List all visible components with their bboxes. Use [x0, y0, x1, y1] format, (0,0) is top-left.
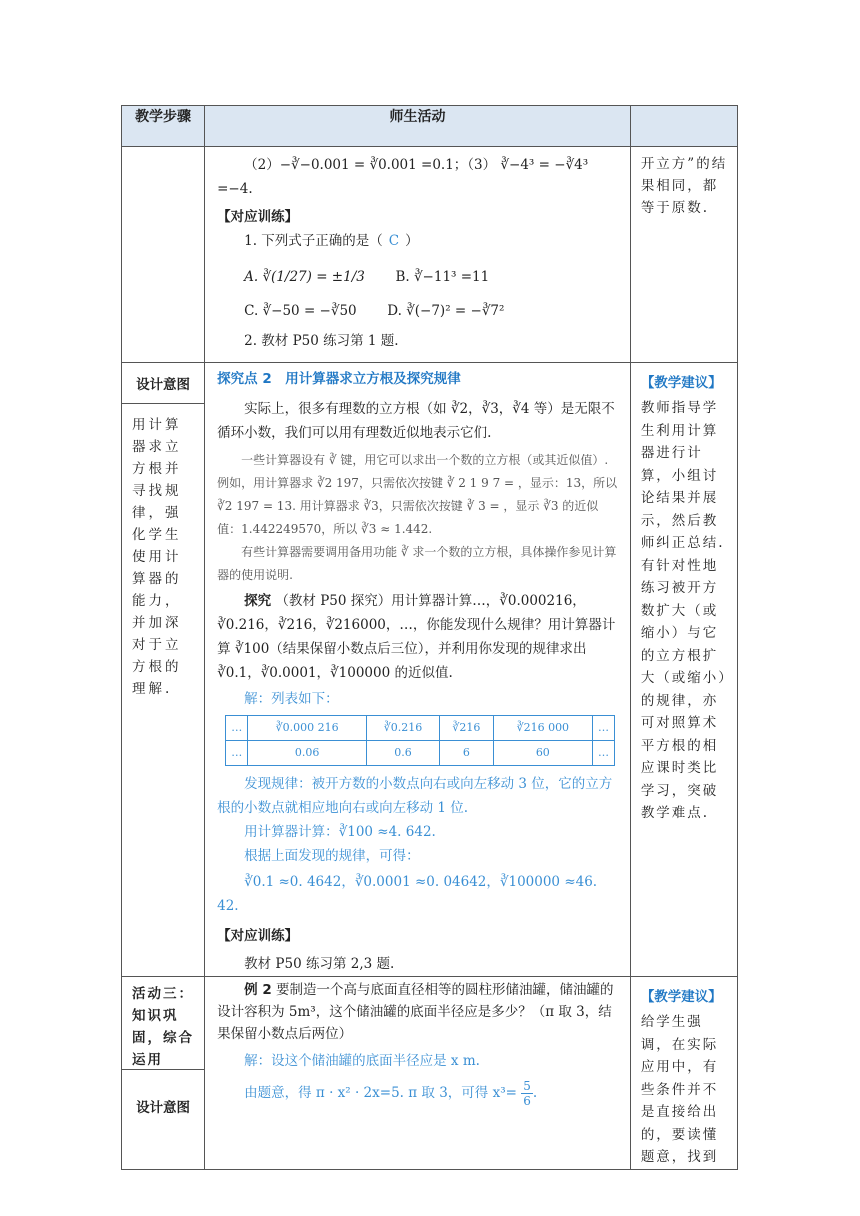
- question-1-text: 1. 下列式子正确的是（: [244, 233, 383, 249]
- row1-label: [122, 147, 205, 363]
- formula-line: （2）−∛−0.001 = ∛0.001 =0.1；（3） ∛−4³ = −∛4³ =−4.: [217, 157, 589, 197]
- option-a: A. ∛(1/27) = ±1/3: [244, 269, 365, 285]
- option-c: C. ∛−50 = −∛50: [244, 303, 357, 319]
- example-label: 例 2: [244, 982, 272, 998]
- row3-side: [630, 977, 737, 1170]
- row2-side: [630, 363, 737, 977]
- intro-paragraph: 实际上，很多有理数的立方根（如 ∛2，∛3，∛4 等）是无限不循环小数，我们可以用有理数近似地表示它们.: [217, 401, 615, 441]
- header-notes: [630, 106, 737, 147]
- table-cell: ∛0.216: [366, 716, 439, 741]
- header-steps: 教学步骤: [122, 106, 205, 147]
- question-1-answer: C: [388, 233, 400, 249]
- option-b: B. ∛−11³ =11: [395, 269, 490, 285]
- table-cell: …: [226, 716, 248, 741]
- table-cell: 6: [440, 741, 494, 766]
- design-intent-label: 设计意图: [122, 363, 204, 404]
- question-1-end: ）: [405, 233, 419, 249]
- explore-label: 探究: [244, 593, 272, 609]
- training-text: 教材 P50 练习第 2,3 题.: [244, 956, 395, 972]
- option-d: D. ∛(−7)² = −∛7²: [387, 303, 505, 319]
- header-activities: 师生活动: [205, 106, 631, 147]
- table-cell: 0.06: [248, 741, 367, 766]
- row1-content: [205, 147, 631, 363]
- fraction: [521, 1079, 533, 1108]
- solution-line-2-text: 由题意，得 π · x² · 2x=5. π 取 3，可得 x³=: [244, 1085, 517, 1101]
- row2-label-cell: [122, 363, 205, 977]
- fraction-numerator: 5: [523, 1079, 531, 1093]
- table-cell: 60: [493, 741, 592, 766]
- table-cell: …: [592, 716, 614, 741]
- training-title-2: 【对应训练】: [217, 928, 299, 944]
- example-text: 要制造一个高与底面直径相等的圆柱形储油罐，储油罐的设计容积为 5m³，这个储油罐的底面半径应是多少？（π 取 3，结果保留小数点后两位）: [217, 982, 614, 1042]
- section-title: 探究点 2 用计算器求立方根及探究规律: [217, 371, 461, 387]
- training-title: 【对应训练】: [217, 209, 299, 225]
- by-rule-text: 根据上面发现的规律，可得：: [244, 848, 420, 864]
- fraction-denominator: 6: [523, 1094, 531, 1108]
- question-2: 2. 教材 P50 练习第 1 题.: [244, 333, 399, 349]
- results-text: ∛0.1 ≈0. 4642，∛0.0001 ≈0. 04642，∛100000 ≈46. 42.: [217, 874, 598, 914]
- teaching-tip-text: 教师指导学生利用计算器进行计算，小组讨论结果并展示，然后教师纠正总结. 有针对性地练习被开方数扩大（或缩小）与它的立方根扩大（或缩小）的规律，亦可对照算术平方根的相应课时类比学习，突破教学难点.: [640, 400, 728, 821]
- question-1: [217, 229, 622, 253]
- result-table: [225, 715, 615, 766]
- row1-side: [630, 147, 737, 363]
- row1-side-text: 开立方”的结果相同，都等于原数.: [640, 156, 728, 216]
- design-intent-text: 用计算器求立方根并寻找规律，强化学生使用计算器的能力，并加深对于立方根的理解.: [132, 417, 182, 697]
- textbook-excerpt-2: 有些计算器需要调用备用功能 ∛ 求一个数的立方根，具体操作参见计算器的使用说明.: [217, 545, 617, 582]
- example-2: [217, 979, 622, 1045]
- table-cell: …: [592, 741, 614, 766]
- explore-text: （教材 P50 探究）用计算器计算…，∛0.000216，∛0.216，∛216，∛216000，…，你能发现什么规律？用计算器计算 ∛100（结果保留小数点后三位），并利用你发现的规律求出 ∛0.1，∛0.0001，∛100000 的近似值.: [217, 593, 616, 681]
- teaching-tip-title: 【教学建议】: [640, 375, 722, 391]
- activity-three-label: 活动三：知识巩固，综合运用: [122, 977, 204, 1070]
- teaching-tip-title-2: 【教学建议】: [640, 989, 722, 1005]
- explore-paragraph: [217, 589, 622, 685]
- row2-content: [205, 363, 631, 977]
- design-intent-label-2: 设计意图: [136, 1100, 191, 1116]
- table-cell: ∛216 000: [493, 716, 592, 741]
- table-cell: …: [226, 741, 248, 766]
- teaching-tip-text-2: 给学生强调，在实际应用中，有些条件并不是直接给出的，要读懂题意，找到: [640, 1014, 719, 1165]
- textbook-excerpt-1: 一些计算器设有 ∛ 键，用它可以求出一个数的立方根（或其近似值）. 例如，用计算器求 ∛2 197，只需依次按键 ∛ 2 1 9 7 = ，显示：13，所以 ∛2 197 = 13. 用计算器求 ∛3，只需依次按键 ∛ 3 = ，显示 ∛3 的近似值：1.442249570，所以 ∛3 ≈ 1.442.: [217, 453, 618, 536]
- main-table: [121, 105, 738, 1170]
- lesson-plan-table: [121, 105, 738, 1165]
- calc-text: 用计算器计算：∛100 ≈4. 642.: [244, 824, 436, 840]
- table-cell: ∛216: [440, 716, 494, 741]
- row3-label-cell: [122, 977, 205, 1170]
- solution-line-2: 由题意，得 π · x² · 2x=5. π 取 3，可得 x³= $\frac{5}{6}$ .: [244, 1079, 538, 1108]
- table-cell: 0.6: [366, 741, 439, 766]
- solution-intro: 解：列表如下：: [244, 691, 339, 707]
- rule-text: 发现规律：被开方数的小数点向右或向左移动 3 位，它的立方根的小数点就相应地向右或向左移动 1 位.: [217, 776, 613, 816]
- table-row: [226, 741, 615, 766]
- solution-line-1: 解：设这个储油罐的底面半径应是 x m.: [244, 1053, 480, 1069]
- table-row: [226, 716, 615, 741]
- table-cell: ∛0.000 216: [248, 716, 367, 741]
- row3-content: [205, 977, 631, 1170]
